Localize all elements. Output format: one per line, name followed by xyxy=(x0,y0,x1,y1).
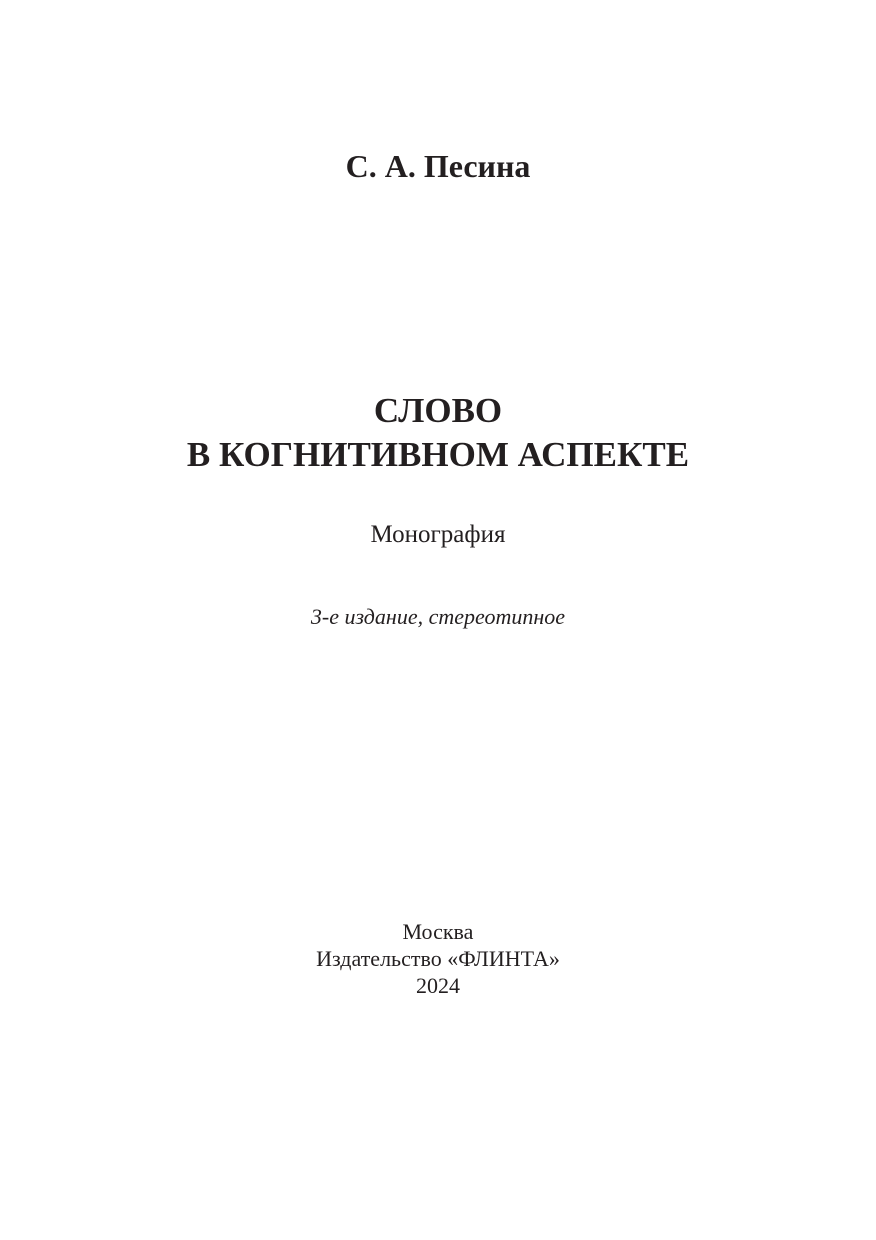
genre-label: Монография xyxy=(370,521,506,548)
book-title-line-1: СЛОВО xyxy=(373,391,503,430)
imprint-city: Москва xyxy=(402,919,474,944)
imprint-publisher: Издательство «ФЛИНТА» xyxy=(316,946,560,971)
book-title xyxy=(0,389,876,477)
author-name: С. А. Песина xyxy=(345,148,531,184)
imprint-year: 2024 xyxy=(416,973,460,998)
imprint xyxy=(0,918,876,999)
book-title-line-2: В КОГНИТИВНОМ АСПЕКТЕ xyxy=(186,435,690,474)
edition-note: 3-е издание, стереотипное xyxy=(310,604,566,629)
